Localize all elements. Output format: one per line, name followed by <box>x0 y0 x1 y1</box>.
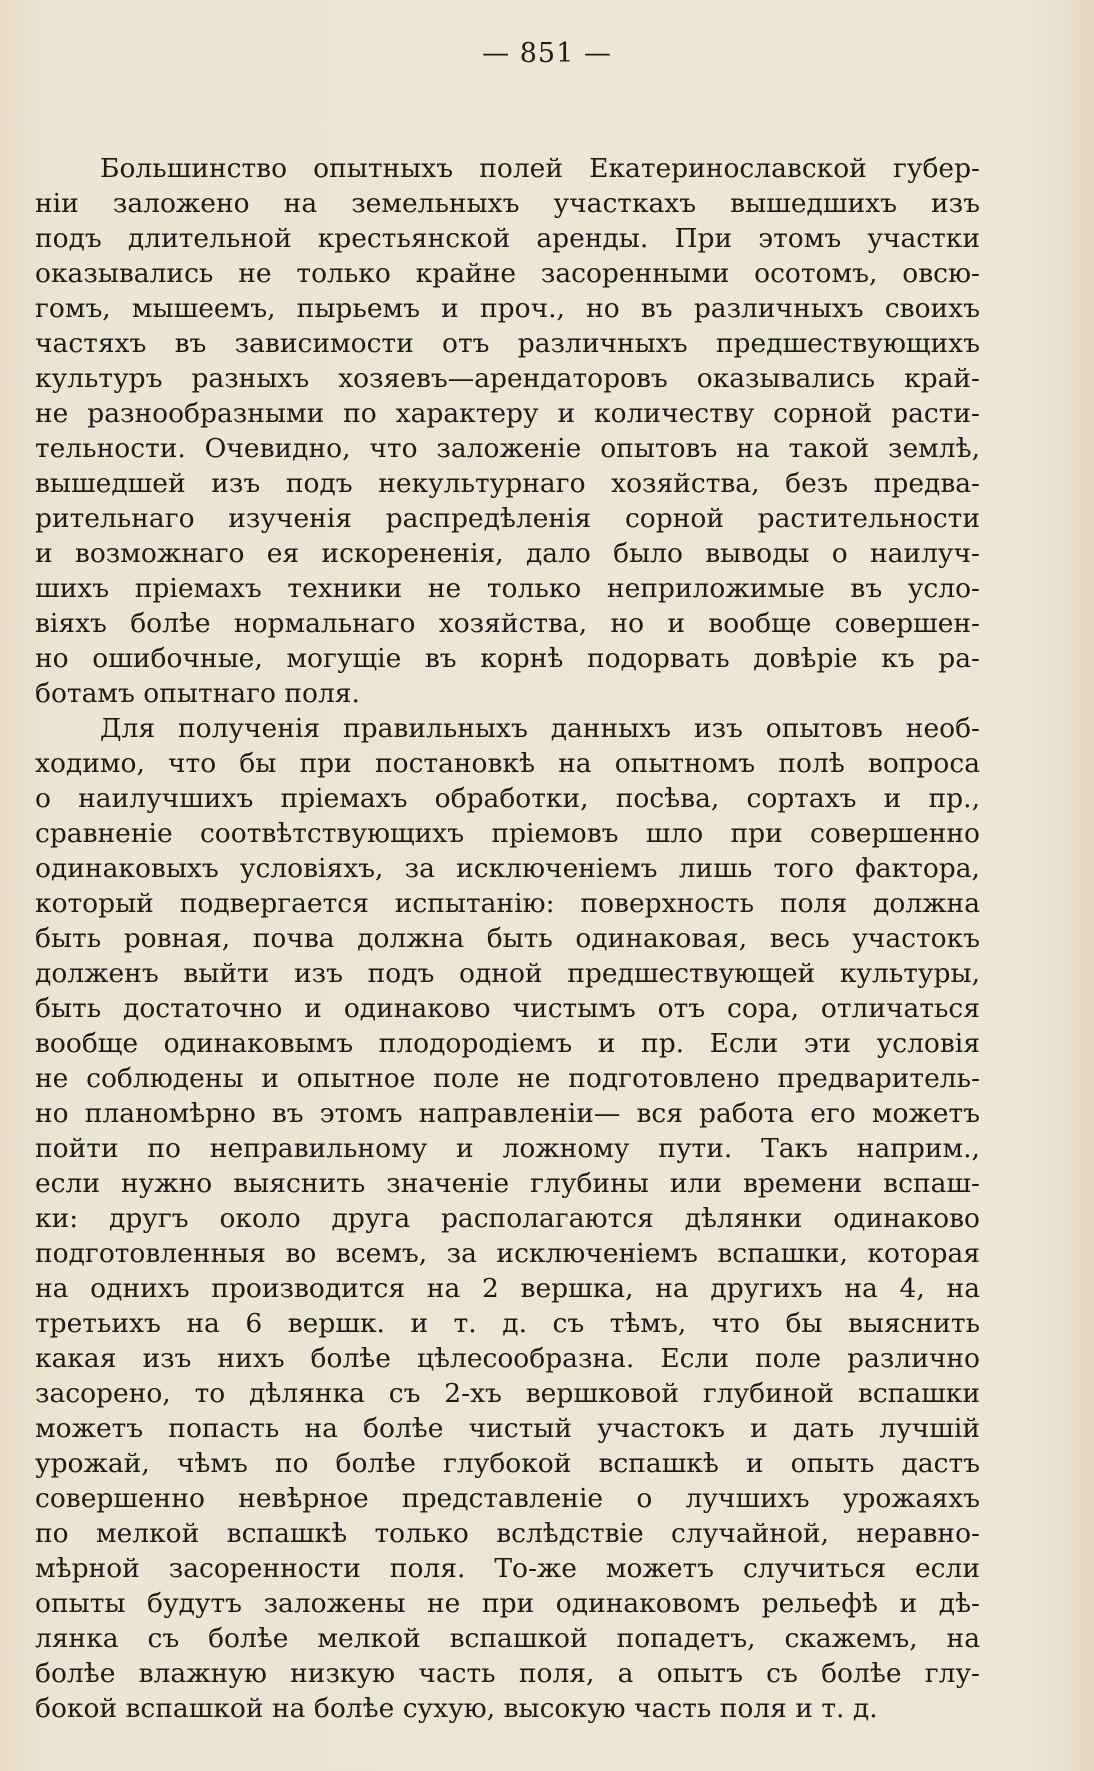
text-line: мѣрной засоренности поля. То-же можетъ случиться если <box>35 1553 980 1584</box>
text-line: быть ровная, почва должна быть одинаковая, весь участокъ <box>35 923 980 954</box>
text-line: вообще одинаковымъ плодородіемъ и пр. Если эти условія <box>35 1028 980 1059</box>
text-line: оказывались не только крайне засоренными осотомъ, овсю- <box>35 258 980 289</box>
text-line: и возможнаго ея искорененія, дало было выводы о наилуч- <box>35 538 980 569</box>
text-line: ботамъ опытнаго поля. <box>35 678 360 709</box>
text-line: рительнаго изученія распредѣленія сорной растительности <box>35 503 980 534</box>
body-text <box>35 151 980 1726</box>
text-line: віяхъ болѣе нормальнаго хозяйства, но и вообще совершен- <box>35 608 980 639</box>
text-line: культуръ разныхъ хозяевъ—арендаторовъ оказывались край- <box>35 363 980 394</box>
text-line: но ошибочные, могущіе въ корнѣ подорвать довѣріе къ ра- <box>35 643 980 674</box>
text-line: лянка съ болѣе мелкой вспашкой попадетъ, скажемъ, на <box>35 1623 980 1654</box>
text-line: подготовленныя во всемъ, за исключеніемъ вспашки, которая <box>35 1238 980 1269</box>
text-line: какая изъ нихъ болѣе цѣлесообразна. Если поле различно <box>35 1343 980 1374</box>
text-line: Для полученія правильныхъ данныхъ изъ опытовъ необ- <box>100 713 980 744</box>
text-line: засорено, то дѣлянка съ 2-хъ вершковой глубиной вспашки <box>35 1378 980 1409</box>
text-line: можетъ попасть на болѣе чистый участокъ и дать лучшій <box>35 1413 980 1444</box>
text-line: который подвергается испытанію: поверхность поля должна <box>35 888 980 919</box>
text-line: пойти по неправильному и ложному пути. Такъ наприм., <box>35 1133 980 1164</box>
text-line: Большинство опытныхъ полей Екатеринославской губер- <box>100 153 980 184</box>
page-number: — 851 — <box>482 38 612 69</box>
text-line: гомъ, мышеемъ, пырьемъ и проч., но въ различныхъ своихъ <box>35 293 980 324</box>
text-line: вышедшей изъ подъ некультурнаго хозяйства, безъ предва- <box>35 468 980 499</box>
text-line: не разнообразными по характеру и количеству сорной расти- <box>35 398 980 429</box>
text-line: опыты будутъ заложены не при одинаковомъ рельефѣ и дѣ- <box>35 1588 980 1619</box>
text-line: третьихъ на 6 вершк. и т. д. съ тѣмъ, что бы выяснить <box>35 1308 980 1339</box>
text-line: ки: другъ около друга располагаются дѣлянки одинаково <box>35 1203 980 1234</box>
text-line: болѣе влажную низкую часть поля, а опытъ съ болѣе глу- <box>35 1658 980 1689</box>
paragraph-2 <box>35 711 980 1726</box>
text-line: урожай, чѣмъ по болѣе глубокой вспашкѣ и опыть дастъ <box>35 1448 980 1479</box>
text-line: шихъ пріемахъ техники не только неприложимые въ усло- <box>35 573 980 604</box>
text-line: совершенно невѣрное представленіе о лучшихъ урожаяхъ <box>35 1483 980 1514</box>
text-line: быть достаточно и одинаково чистымъ отъ сора, отличаться <box>35 993 980 1024</box>
text-line: подъ длительной крестьянской аренды. При этомъ участки <box>35 223 980 254</box>
text-line: ніи заложено на земельныхъ участкахъ вышедшихъ изъ <box>35 188 980 219</box>
text-line: долженъ выйти изъ подъ одной предшествующей культуры, <box>35 958 980 989</box>
text-line: тельности. Очевидно, что заложеніе опытовъ на такой землѣ, <box>35 433 980 464</box>
text-line: по мелкой вспашкѣ только вслѣдствіе случайной, неравно- <box>35 1518 980 1549</box>
text-line: одинаковыхъ условіяхъ, за исключеніемъ лишь того фактора, <box>35 853 980 884</box>
text-line: если нужно выяснить значеніе глубины или времени вспаш- <box>35 1168 980 1199</box>
text-line: о наилучшихъ пріемахъ обработки, посѣва, сортахъ и пр., <box>35 783 980 814</box>
text-line: частяхъ въ зависимости отъ различныхъ предшествующихъ <box>35 328 980 359</box>
paragraph-1 <box>35 151 980 711</box>
text-line: сравненіе соотвѣтствующихъ пріемовъ шло при совершенно <box>35 818 980 849</box>
text-line: не соблюдены и опытное поле не подготовлено предваритель- <box>35 1063 980 1094</box>
text-line: но планомѣрно въ этомъ направленіи— вся работа его можетъ <box>35 1098 980 1129</box>
text-line: бокой вспашкой на болѣе сухую, высокую часть поля и т. д. <box>35 1693 878 1724</box>
text-line: ходимо, что бы при постановкѣ на опытномъ полѣ вопроса <box>35 748 980 779</box>
text-line: на однихъ производится на 2 вершка, на другихъ на 4, на <box>35 1273 980 1304</box>
